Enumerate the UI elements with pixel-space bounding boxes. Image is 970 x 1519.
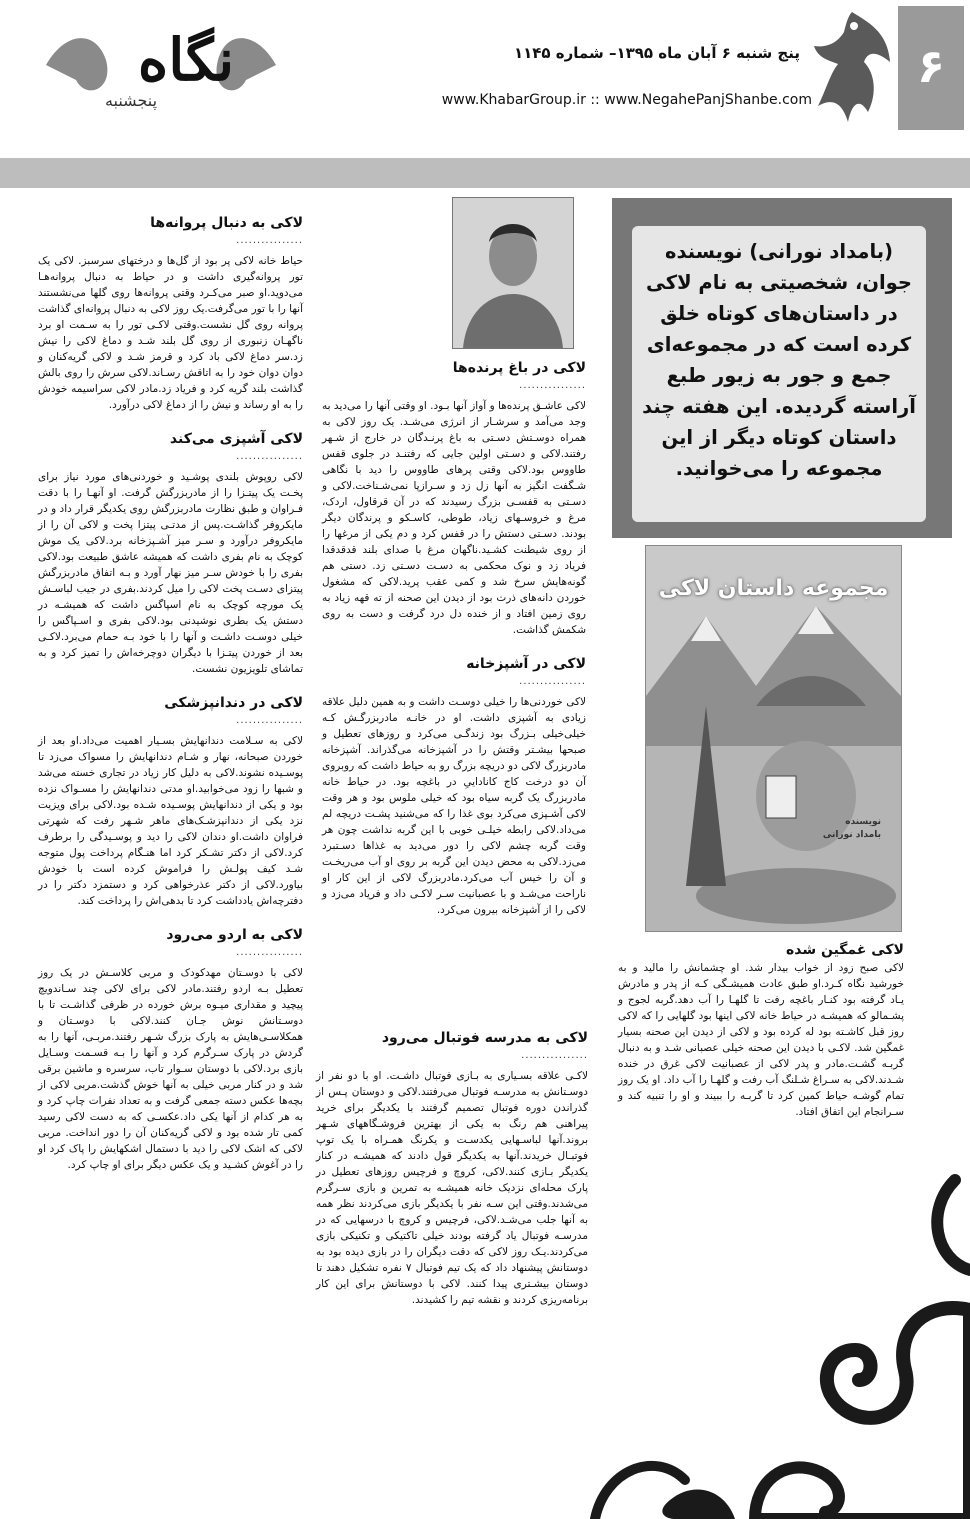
title-dots: ................ — [236, 715, 303, 726]
book-author-name: بامداد نورانی — [822, 830, 881, 840]
page-number: ۶ — [898, 6, 964, 130]
story-title: لاکی در باغ پرنده‌ها — [452, 360, 586, 376]
book-cover-illustration — [646, 546, 901, 931]
story-title: لاکی به دنبال پروانه‌ها — [150, 215, 303, 231]
story-title: لاکی به اردو می‌رود — [166, 927, 303, 943]
title-dots: ................ — [236, 451, 303, 462]
title-dots: ................ — [521, 1050, 588, 1061]
story-body: لاکی خوردنی‌ها را خیلی دوسـت داشت و به همین دلیل علاقه زیادی به آشپزی داشت. او در خانـه مادربزرگـش کـه خیلی‌خیلی بـزرگ بود زندگـی می‌کرد و روزهای تعطیل و صبحها بیشـتر وقتش را در آشپزخانه می‌گذراند. آشپزخانه مادربزرگ لاکی دو دریچه بزرگ رو به حیاط داشت که روبروی آن دو درخت کاج کاناداییِ در باغچه بود. در حیاط خانه مادربزرگ یک گربه سیاه بود که خیلی ملوس بود و هر وقت لاکی آشـپزی می‌کرد بوی غذا را که می‌شنید پشـت دریچه لم می‌داد.لاکی رابطه خیلـی خوبی با این گربه نداشت چون هر وقت گربه چشم لاکی را دور می‌دید به غذاها دسـتبرد می‌زد.لاکی به محض دیدن این گربه بر روی او آب می‌ریخـت و آن را خیس آب می‌کرد.مادربزرگ لاکی از این کار او ناراحت می‌شـد و با عصبانیت سـر لاکـی داد و فریاد می‌زد و لاکی را از آشپزخانه بیرون می‌کرد. — [322, 696, 586, 916]
title-dots: ................ — [519, 676, 586, 687]
website-urls: www.KhabarGroup.ir :: www.NegahePanjShanbe.com — [441, 92, 812, 108]
phoenix-ornament-icon — [808, 2, 896, 134]
book-author-label: نویسنده — [845, 817, 881, 827]
book-cover-author — [791, 816, 881, 842]
story-body: لاکی عاشـق پرنده‌ها و آواز آنها بـود. او وقتی آنها را می‌دید به وجد می‌آمد و سرشـار از انرژی می‌شـد. یک روز لاکی به همراه دوسـتش دسـتی به باغ پرنـدگان در خارج از شـهر رفتند.لاکی و دسـتی اولین جایی که رفتنـد در جلوی قفس طاووس بود.لاکی وقتی پرهای طاووس را دید با نگاهی شـگفت انگیز به آنها زل زد و سـرازپا نمی‌شـناخت.لاکی و دسـتی به قفسـی بزرگ رسیدند که در آن قرقاول، اردک، مرغ و خروسـهای زیاد، طوطی، کاسـکو و پرندگان دیگر بودند. دسـتی دستش را در قفس کرد و دم یکی از مرغها را از روی شیطنت کشـید.ناگهان مرغ با صدای بلند قدقدقدا فریاد زد و نوک محکمی به دسـت دسـتی زد. دستی هم گونه‌هایش سرخ شد و کمی عقب پرید.لاکی که مشغول خوردن دانه‌های ذرت بود از دیدن این صحنه از ته قهه زیاد به روی زمین افتاد و از خنده دل درد گرفت و دست به روی شکمش گذاشت. — [322, 400, 586, 636]
story-body: لاکی به سـلامت دندانهایش بسـیار اهمیت می‌داد.او بعد از خوردن صبحانه، نهار و شـام دندانهایش را مسواک می‌زد تا پوسـیده نشوند.لاکی به دلیل کار زیاد در تجاری خسته می‌شد و شبها را زود می‌خوابید.او مدتی دندانهایش را مسـواک نزده بود و یکی از دندانهایش پوسـیده شـده بود.لاکی برای ویزیت نزد یکی از دندانپزشـک‌های ماهر شـهر رفت که شهرتی فراوان داشت.او دندان لاکی را دید و پوسـیدگی را برطرف کرد.لاکی از دکتر تشـکر کرد اما هنـگام پرداخت پول متوجه شـد کیف پولـش را فراموش کرده است با خودش بیاورد.لاکی از دکتر عذرخواهی کرد و دستمزد دکتر را در دفترچه‌اش یادداشت کرد تا بدهی‌اش را پرداخت کند. — [38, 735, 303, 907]
story-body: حیاط خانه لاکی پر بود از گل‌ها و درختهای سرسبز. لاکی یک تور پروانه‌گیری داشت و در حیاط به دنبال پروانه‌هـا می‌دوید.او صبر می‌کـرد وقتی پروانه‌ها روی گلها می‌نشستند آنها را با تور می‌گرفت.یک روز لاکی به دنبال پروانه‌ای گذاشت پروانه روی گل نشست.وقتی لاکـی تور را به سـمت او برد ناگهـان زنبوری از روی گل بلند شـد و دماغ لاکی را نیش زد.سر دماغ لاکی باد کرد و قرمز شـد و لاکی گریه‌کنان و دوان دوان خود را به اتاقش رسـاند.لاکی سرش را روی بالش گذاشت بلند گریه کرد و فریاد زد.مادر لاکی سراسیمه خودش را به او رساند و نیش را از دماغ لاکی درآورد. — [38, 255, 303, 411]
story-title: لاکی به مدرسه فوتبال می‌رود — [381, 1030, 588, 1046]
author-photo — [452, 197, 574, 349]
story-body: لاکی صبح زود از خواب بیدار شد. او چشمانش را مالید و به خورشید نگاه کـرد.او طبق عادت همیشـگی کـه از پدر و مادرش یـاد گرفته بود کنـار باغچه رفت تا گلهـا را آب دهد.گربه لجوج و پشـمالو که همیشـه در حیاط خانه لاکی اینها بود گلهایی را که لاکی روز قبل کاشـته بود له کرده بود و لاکی از دیدن این صحنه بسیار غمگین شد. لاکـی با دیدن این صحنه خیلی عصبانی شـد و به دنبال گربـه گشـت.مادر و پدر لاکی از عصبانیت لاکی غرق در خنده شـدند.لاکی به سـراغ شـلنگ آب رفت و گلهـا را آب داد. او یک روز تمام گوشـه حیاط کمین کرد تا گربـه را ببیند و او را تنبیه کند و سـرانجام این اتفاق افتاد. — [618, 962, 904, 1118]
logo-subtitle: پنجشنبه — [104, 91, 158, 110]
story-body: لاکی با دوسـتان مهدکودک و مربی کلاسـش در یک روز تعطیل بـه اردو رفتند.مادر لاکی برای لاکی چند سـاندویچ پیچید و مقداری میـوه برش خورده در ظرفی گذاشـت تا با دوسـتانش نوش جـان کنند.لاکی با دوسـتان و همکلاسـی‌هایش به پارک بزرگ شـهر رفتند.مربـی، آنها را به گردش در پارک سـرگرم کرد و آنها را بـه قسـمت وسـایل بازی برد.لاکی با دوستان سـوار تاب، سرسره و ماشین برقی شد و در کنار مربی خیلی به آنها خوش گذشت.مربی لاکی از بچه‌ها عکس دسته جمعی گرفت و به تعداد نفرات چاپ کرد و به هر کدام از آنها یکی داد.عکسـی که به دست لاکی رسید کمی تار شده بود و لاکی گریه‌کنان آن را دور انداخت. مربی لاکی که اشک لاکی را دید با دستمال اشکهایش را پاک کرد او را در آغوش کشـید و یک عکس دیگر برای او چاپ کرد. — [38, 967, 303, 1171]
story-body: لاکـی علاقه بسـیاری به بـازی فوتبال داشـت. او با دو نفر از دوسـتانش به مدرسـه فوتبال می‌رفتند.لاکی و دوستان پـس از گذراندن دوره فوتبال تصمیم گرفتند با یکدیگر برای خرید پیراهنی هم رنگ به یکی از بهترین فروشـگاههای شـهر بروند.آنها لباسـهایی یکدسـت و یکرنگ همـراه با یک توپ فوتبـال خریدند.آنها به یکدیگر قول دادند که همیشـه در کنار یکدیگر بـازی کنند.لاکی، کروچ و فرچیس روزهای تعطیل در پارک محله‌ای نزدیک خانه همیشـه به تمرین و بازی سـرگرم می‌شدند.وقتی این سـه نفر با یکدیگر بازی می‌کردند نظر همه به آنها جلب می‌شـد.لاکی، فرچیس و کروچ با درسهایی که در مدرسـه فوتبال یاد گرفته بودند خیلی تاکتیکی و تکنیکی بازی می‌کردند.یـک روز لاکی که دقت دیگران را در بازی دیده بود به دوستانش پیشنهاد داد که یک تیم فوتبال ۷ نفره تشکیل دهند تا دوستان بیشـتری پیدا کنند. لاکی با دوستانش برای این کار برنامه‌ریزی کردند و نقشه تیم را کشیدند. — [316, 1070, 588, 1306]
book-cover-title: مجموعه داستان لاکی — [658, 576, 889, 601]
page-header — [0, 0, 970, 150]
logo-text: نگاه — [137, 26, 235, 94]
decorative-ornament-icon — [455, 1060, 970, 1519]
intro-box: (بامداد نورانی) نویسنده جوان، شخصیتی به نام لاکی در داستان‌های کوتاه خلق کرده است که در مجموعه‌ای جمع و جور به زیور طبع آراسته گردیده. این هفته چند داستان کوتاه دیگر از این مجموعه را می‌خوانید. — [632, 226, 926, 522]
story-title: لاکی غمگین شده — [785, 942, 904, 958]
header-divider-band — [0, 158, 970, 188]
title-dots: ................ — [519, 380, 586, 391]
newspaper-logo — [36, 20, 286, 110]
issue-date-line: پنج شنبه ۶ آبان ماه ۱۳۹۵– شماره ۱۱۴۵ — [513, 44, 800, 62]
story-title: لاکی آشپزی می‌کند — [169, 431, 303, 447]
stories-column-middle — [322, 360, 586, 936]
author-portrait-icon — [453, 198, 573, 348]
title-dots: ................ — [236, 235, 303, 246]
book-cover — [645, 545, 902, 932]
story-body: لاکی روپوش بلندی پوشـید و خوردنی‌های مورد نیاز برای پخـت یک پیتـزا را از مادربزرگش گرفت. او آنهـا را با دقت فـراوان و طبق نظارت مادربزرگش روی یکدیگر قرار داد و در مایکروفر گذاشـت.پس از مدتـی پیتزا پخت و لاکی آن را از مایکروفر درآورد و سـر میز آشـپزخانه برد.لاکی یک موش کوچک به نام بفری داشت که همیشه عاشق طبیعت بود.لاکی بفری را با خودش سـر میز نهار آورد و بـه اتفاق مادربزرگش پیتزای دسـت پخت لاکی را میل کردند.بفری در جیب لباسـش یک مورچه کوچک به نام اسپاگس داشت که همیشـه در دستش یک بطری نوشیدنی بود.لاکی بفری و اسـپاگس را خیلی دوسـت داشـت و آنها را با خود بـه حمام می‌برد.لاکـی بعد از خوردن پیتـزا با دیگران دوچرخه‌اش را تمیز کرد و به تماشای تلویزیون نشست. — [38, 471, 303, 675]
story-title: لاکی در دندانپزشکی — [164, 695, 303, 711]
stories-column-left — [38, 215, 303, 1191]
story-title: لاکی در آشپزخانه — [466, 656, 586, 672]
title-dots: ................ — [236, 947, 303, 958]
